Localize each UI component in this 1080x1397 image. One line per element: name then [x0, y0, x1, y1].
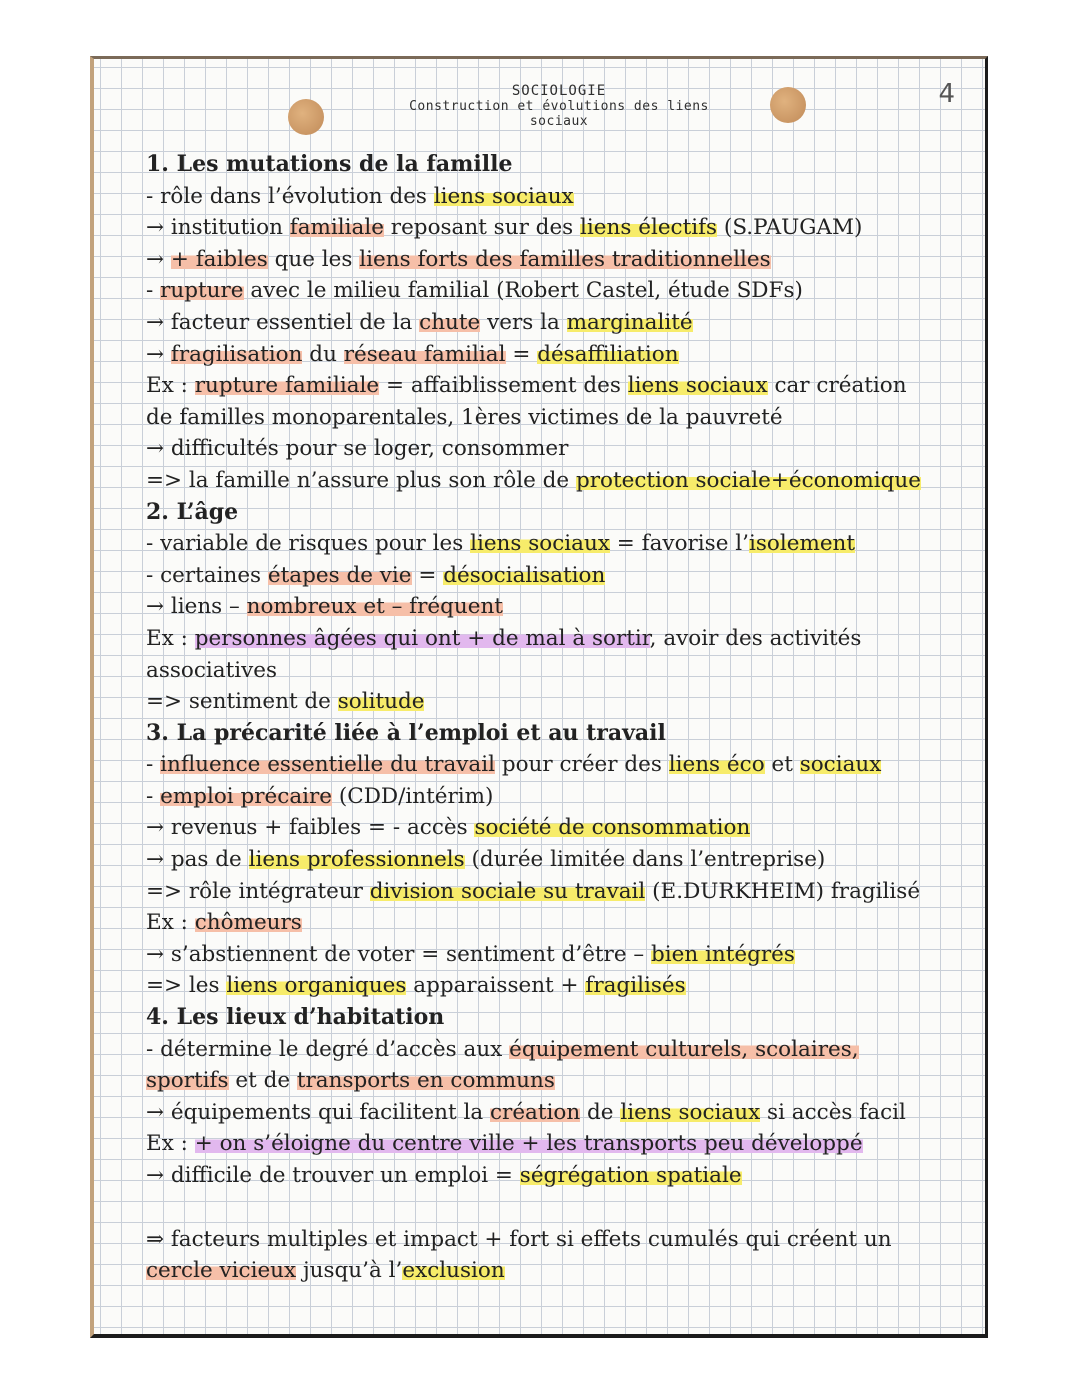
text-segment: →	[146, 341, 171, 367]
text-segment: → institution	[146, 215, 290, 241]
text-segment: →	[146, 246, 171, 272]
section-heading	[146, 1002, 986, 1034]
highlighted-text: société de consommation	[474, 815, 751, 841]
subject-title: SOCIOLOGIE	[511, 83, 607, 99]
text-segment: -	[146, 278, 161, 304]
text-segment: et	[764, 752, 800, 778]
highlighted-text: rupture	[160, 278, 244, 304]
text-segment: → facteur essentiel de la	[146, 309, 420, 335]
note-line	[146, 939, 986, 971]
note-line	[146, 339, 986, 371]
text-segment: = affaiblissement des	[379, 373, 628, 399]
note-line	[146, 686, 986, 718]
text-segment: (durée limitée dans l’entreprise)	[464, 847, 826, 873]
highlighted-text: liens organiques	[226, 973, 407, 999]
highlighted-text: fragilisés	[585, 973, 686, 999]
note-line	[146, 1192, 986, 1224]
note-line	[146, 275, 986, 307]
text-segment: (S.PAUGAM)	[717, 215, 863, 241]
text-segment: → s’abstiennent de voter = sentiment d’être –	[146, 941, 651, 967]
notebook-page	[90, 56, 988, 1338]
highlighted-text: + on s’éloigne du centre ville + les transports peu développé	[194, 1131, 863, 1157]
highlighted-text: étapes de vie	[267, 562, 412, 588]
text-segment: - rôle dans l’évolution des	[146, 183, 434, 209]
note-line	[146, 1160, 986, 1192]
text-segment: Ex :	[146, 1131, 195, 1157]
text-segment: reposant sur des	[383, 215, 581, 241]
text-segment: jusqu’à l’	[296, 1258, 403, 1284]
text-segment: Ex :	[146, 373, 195, 399]
note-line	[146, 370, 986, 402]
note-line	[146, 749, 986, 781]
note-line	[146, 560, 986, 592]
note-line	[146, 402, 986, 434]
text-segment: - variable de risques pour les	[146, 531, 471, 557]
highlighted-text: fragilisation	[170, 341, 303, 367]
text-segment: 4. Les lieux d’habitation	[146, 1004, 445, 1031]
note-line	[146, 591, 986, 623]
highlighted-text: désocialisation	[443, 562, 606, 588]
text-segment: 3. La précarité liée à l’emploi et au travail	[146, 719, 666, 746]
highlighted-text: création	[490, 1099, 581, 1125]
text-segment: => la famille n’assure plus son rôle de	[146, 467, 576, 493]
note-line	[146, 181, 986, 213]
highlighted-text: désaffiliation	[537, 341, 679, 367]
note-line	[146, 1255, 986, 1287]
punch-hole-right	[770, 87, 806, 123]
highlighted-text: liens professionnels	[248, 847, 465, 873]
text-segment: vers la	[480, 309, 567, 335]
note-line	[146, 465, 986, 497]
note-line	[146, 244, 986, 276]
highlighted-text: nombreux et – fréquent	[246, 594, 503, 620]
page-header	[384, 83, 734, 129]
note-line	[146, 623, 986, 655]
text-segment: associatives	[146, 657, 277, 683]
highlighted-text: division sociale su travail	[369, 878, 646, 904]
highlighted-text: emploi précaire	[160, 783, 333, 809]
section-heading	[146, 497, 986, 529]
text-segment: de	[580, 1099, 621, 1125]
highlighted-text: chute	[419, 309, 481, 335]
note-line	[146, 433, 986, 465]
text-segment: =	[505, 341, 538, 367]
text-segment: = favorise l’	[609, 531, 749, 557]
text-segment: que les	[267, 246, 360, 272]
note-line	[146, 212, 986, 244]
text-segment: de familles monoparentales, 1ères victimes de la pauvreté	[146, 404, 783, 430]
text-segment: - détermine le degré d’accès aux	[146, 1036, 510, 1062]
section-heading	[146, 149, 986, 181]
highlighted-text: liens sociaux	[433, 183, 574, 209]
highlighted-text: familiale	[289, 215, 384, 241]
highlighted-text: chômeurs	[194, 910, 302, 936]
text-segment: , avoir des activités	[649, 625, 862, 651]
text-segment: => rôle intégrateur	[146, 878, 370, 904]
text-segment: → liens –	[146, 594, 247, 620]
note-line	[146, 1065, 986, 1097]
text-segment: car création	[767, 373, 907, 399]
note-line	[146, 970, 986, 1002]
highlighted-text: influence essentielle du travail	[160, 752, 495, 778]
highlighted-text: liens éco	[668, 752, 765, 778]
highlighted-text: liens sociaux	[470, 531, 610, 557]
text-segment: - certaines	[146, 562, 268, 588]
note-line	[146, 528, 986, 560]
highlighted-text: liens forts des familles traditionnelles	[359, 246, 771, 272]
note-line	[146, 812, 986, 844]
text-segment: (CDD/intérim)	[332, 783, 494, 809]
text-segment: du	[302, 341, 344, 367]
highlighted-text: sociaux	[799, 752, 882, 778]
highlighted-text: liens électifs	[580, 215, 718, 241]
note-line	[146, 1034, 986, 1066]
text-segment: -	[146, 752, 161, 778]
note-line	[146, 876, 986, 908]
highlighted-text: solitude	[337, 689, 425, 715]
text-segment: → difficultés pour se loger, consommer	[146, 436, 569, 462]
note-line	[146, 307, 986, 339]
highlighted-text: liens sociaux	[627, 373, 768, 399]
text-segment: si accès facil	[760, 1099, 906, 1125]
note-line	[146, 1128, 986, 1160]
note-line	[146, 781, 986, 813]
notes-content	[146, 149, 986, 1287]
note-line	[146, 844, 986, 876]
text-segment: => les	[146, 973, 227, 999]
text-segment: pour créer des	[495, 752, 669, 778]
text-segment: => sentiment de	[146, 689, 338, 715]
highlighted-text: réseau familial	[343, 341, 506, 367]
text-segment: =	[411, 562, 444, 588]
highlighted-text: exclusion	[402, 1258, 505, 1284]
highlighted-text: bien intégrés	[650, 941, 795, 967]
highlighted-text: sportifs	[146, 1068, 229, 1094]
text-segment: ⇒ facteurs multiples et impact + fort si effets cumulés qui créent un	[146, 1226, 892, 1252]
text-segment: avec le milieu familial (Robert Castel, étude SDFs)	[243, 278, 803, 304]
highlighted-text: isolement	[748, 531, 856, 557]
highlighted-text: marginalité	[566, 309, 693, 335]
highlighted-text: personnes âgées qui ont + de mal à sortir	[194, 625, 650, 651]
text-segment: (E.DURKHEIM) fragilisé	[645, 878, 921, 904]
note-line	[146, 1097, 986, 1129]
note-line	[146, 655, 986, 687]
text-segment: apparaissent +	[406, 973, 586, 999]
text-segment: → pas de	[146, 847, 249, 873]
highlighted-text: protection sociale+économique	[575, 467, 921, 493]
highlighted-text: ségrégation spatiale	[519, 1163, 742, 1188]
text-segment: et de	[228, 1068, 297, 1094]
highlighted-text: transports en communs	[296, 1068, 555, 1094]
text-segment: 2. L’âge	[146, 498, 239, 525]
note-line	[146, 1224, 986, 1256]
text-segment: 1. Les mutations de la famille	[146, 151, 513, 177]
note-line	[146, 907, 986, 939]
text-segment: -	[146, 783, 161, 809]
section-heading	[146, 718, 986, 750]
highlighted-text: rupture familiale	[194, 373, 380, 399]
text-segment: → revenus + faibles = - accès	[146, 815, 475, 841]
text-segment: → équipements qui facilitent la	[146, 1099, 490, 1125]
highlighted-text: liens sociaux	[620, 1099, 761, 1125]
highlighted-text: équipement culturels, scolaires,	[509, 1036, 859, 1062]
highlighted-text: + faibles	[170, 246, 268, 272]
text-segment: Ex :	[146, 625, 195, 651]
text-segment: Ex :	[146, 910, 195, 936]
page-number: 4	[938, 79, 955, 109]
text-segment: → difficile de trouver un emploi =	[146, 1163, 520, 1188]
punch-hole-left	[288, 99, 324, 135]
chapter-subtitle: Construction et évolutions des liens sociaux	[409, 99, 709, 129]
highlighted-text: cercle vicieux	[146, 1258, 297, 1284]
